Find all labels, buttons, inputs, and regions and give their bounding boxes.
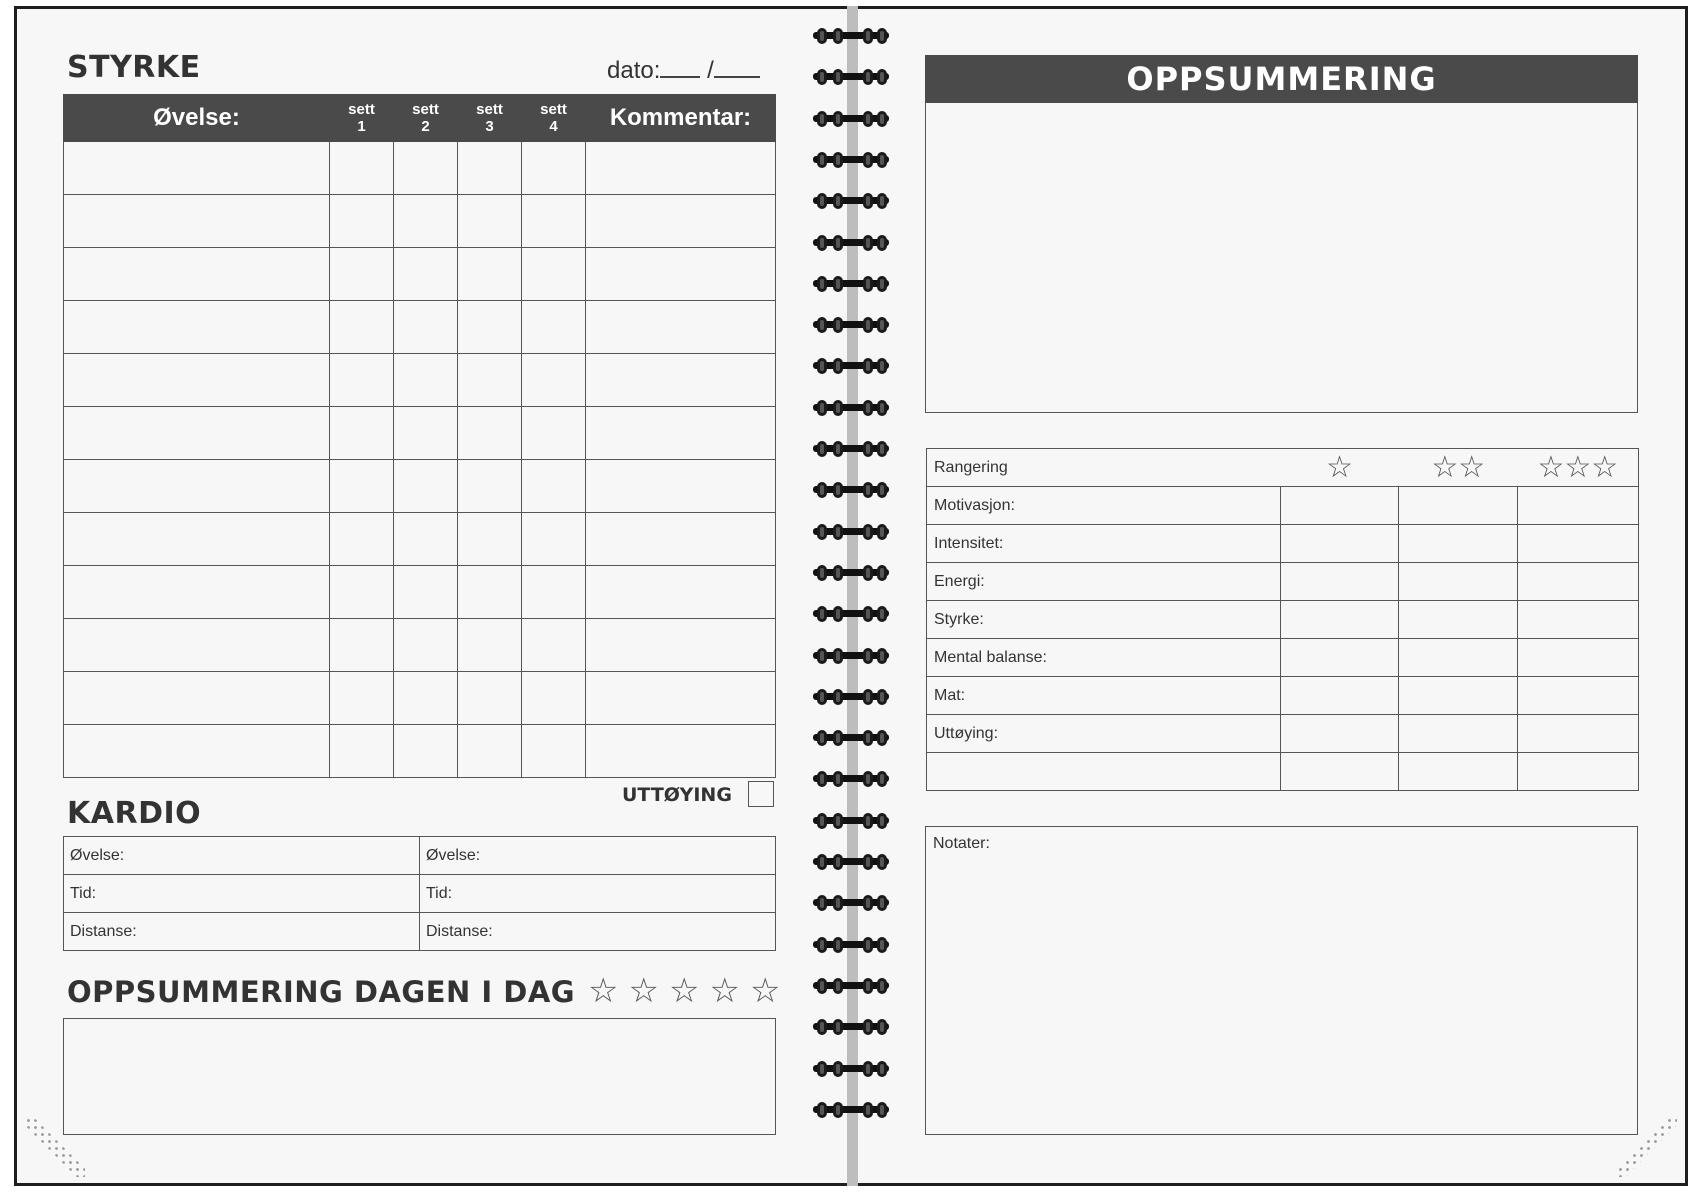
binding-ring bbox=[813, 565, 889, 579]
daily-summary-title: OPPSUMMERING DAGEN I DAG bbox=[67, 975, 576, 1009]
set-3-cell[interactable] bbox=[458, 407, 522, 460]
notes-box[interactable] bbox=[925, 826, 1638, 1135]
strength-row bbox=[64, 195, 776, 248]
set-3-cell[interactable] bbox=[458, 619, 522, 672]
set-header-1: sett 1 bbox=[330, 95, 394, 142]
set-1-cell[interactable] bbox=[330, 513, 394, 566]
rating-row-label: Intensitet: bbox=[927, 525, 1281, 563]
binding-spine bbox=[847, 6, 858, 1186]
set-2-cell[interactable] bbox=[394, 142, 458, 195]
rating-cell-2[interactable] bbox=[1399, 715, 1518, 753]
comment-cell[interactable] bbox=[586, 142, 776, 195]
rating-row-label bbox=[927, 753, 1281, 791]
star-icon: ☆ bbox=[1591, 451, 1619, 484]
strength-row bbox=[64, 725, 776, 778]
exercise-cell[interactable] bbox=[64, 460, 330, 513]
rating-cell-3[interactable] bbox=[1518, 715, 1639, 753]
binding-ring bbox=[813, 482, 889, 496]
binding-ring bbox=[813, 813, 889, 827]
set-4-cell[interactable] bbox=[522, 725, 586, 778]
set-1-cell[interactable] bbox=[330, 248, 394, 301]
comment-cell[interactable] bbox=[586, 248, 776, 301]
set-4-cell[interactable] bbox=[522, 301, 586, 354]
binding-ring bbox=[813, 276, 889, 290]
set-1-cell[interactable] bbox=[330, 301, 394, 354]
stretching-checkbox[interactable] bbox=[748, 781, 774, 807]
set-3-cell[interactable] bbox=[458, 672, 522, 725]
exercise-cell[interactable] bbox=[64, 672, 330, 725]
rating-cell-2[interactable] bbox=[1399, 639, 1518, 677]
rating-cell-3[interactable] bbox=[1518, 563, 1639, 601]
binding-ring bbox=[813, 1061, 889, 1075]
rating-row bbox=[927, 715, 1639, 753]
strength-row bbox=[64, 513, 776, 566]
summary-header: OPPSUMMERING bbox=[925, 55, 1638, 103]
binding-ring bbox=[813, 1019, 889, 1033]
comment-cell[interactable] bbox=[586, 460, 776, 513]
strength-row bbox=[64, 142, 776, 195]
exercise-cell[interactable] bbox=[64, 354, 330, 407]
strength-row bbox=[64, 407, 776, 460]
binding-ring bbox=[813, 69, 889, 83]
set-3-cell[interactable] bbox=[458, 195, 522, 248]
rating-cell-2[interactable] bbox=[1399, 601, 1518, 639]
set-4-cell[interactable] bbox=[522, 566, 586, 619]
set-3-cell[interactable] bbox=[458, 513, 522, 566]
star-icon: ☆ bbox=[1564, 451, 1592, 484]
set-4-cell[interactable] bbox=[522, 407, 586, 460]
comment-cell[interactable] bbox=[586, 672, 776, 725]
rating-cell-1[interactable] bbox=[1280, 563, 1399, 601]
rating-cell-1[interactable] bbox=[1280, 753, 1399, 791]
set-2-cell[interactable] bbox=[394, 513, 458, 566]
binding-ring bbox=[813, 193, 889, 207]
comment-cell[interactable] bbox=[586, 566, 776, 619]
star-icon[interactable]: ☆ bbox=[749, 972, 781, 1010]
binding-ring bbox=[813, 937, 889, 951]
rating-cell-2[interactable] bbox=[1399, 487, 1518, 525]
rating-cell-3[interactable] bbox=[1518, 677, 1639, 715]
comment-cell[interactable] bbox=[586, 725, 776, 778]
set-4-cell[interactable] bbox=[522, 672, 586, 725]
set-4-cell[interactable] bbox=[522, 354, 586, 407]
comment-header: Kommentar: bbox=[586, 95, 776, 142]
set-1-cell[interactable] bbox=[330, 725, 394, 778]
set-header-3: sett 3 bbox=[458, 95, 522, 142]
strength-row bbox=[64, 301, 776, 354]
binding-ring bbox=[813, 1102, 889, 1116]
rating-row-label: Motivasjon: bbox=[927, 487, 1281, 525]
rating-row bbox=[927, 753, 1639, 791]
daily-summary-box[interactable] bbox=[63, 1018, 776, 1135]
binding-ring bbox=[813, 111, 889, 125]
cardio-distance-field-b[interactable]: Distanse: bbox=[420, 913, 776, 951]
set-2-cell[interactable] bbox=[394, 407, 458, 460]
set-2-cell[interactable] bbox=[394, 566, 458, 619]
star-icon[interactable]: ☆ bbox=[588, 972, 619, 1010]
star-icon: ☆ bbox=[1431, 451, 1459, 484]
rating-cell-2[interactable] bbox=[1399, 677, 1518, 715]
set-2-cell[interactable] bbox=[394, 672, 458, 725]
exercise-cell[interactable] bbox=[64, 619, 330, 672]
rating-header-row bbox=[927, 449, 1639, 487]
star-icon: ☆ bbox=[1326, 451, 1353, 484]
rating-cell-2[interactable] bbox=[1399, 563, 1518, 601]
exercise-cell[interactable] bbox=[64, 566, 330, 619]
set-2-cell[interactable] bbox=[394, 619, 458, 672]
set-header-4: sett 4 bbox=[522, 95, 586, 142]
rating-cell-3[interactable] bbox=[1518, 639, 1639, 677]
strength-row bbox=[64, 619, 776, 672]
date-separator: / bbox=[707, 57, 714, 84]
exercise-cell[interactable] bbox=[64, 248, 330, 301]
set-1-cell[interactable] bbox=[330, 672, 394, 725]
set-1-cell[interactable] bbox=[330, 619, 394, 672]
set-4-cell[interactable] bbox=[522, 513, 586, 566]
set-3-cell[interactable] bbox=[458, 301, 522, 354]
rating-row bbox=[927, 601, 1639, 639]
rating-col-3-stars bbox=[1518, 449, 1639, 487]
star-icon[interactable]: ☆ bbox=[628, 972, 659, 1010]
set-header-2: sett 2 bbox=[394, 95, 458, 142]
comment-cell[interactable] bbox=[586, 619, 776, 672]
set-1-cell[interactable] bbox=[330, 354, 394, 407]
set-3-cell[interactable] bbox=[458, 142, 522, 195]
exercise-cell[interactable] bbox=[64, 407, 330, 460]
strength-row bbox=[64, 460, 776, 513]
binding-ring bbox=[813, 524, 889, 538]
set-3-cell[interactable] bbox=[458, 460, 522, 513]
rating-cell-1[interactable] bbox=[1280, 525, 1399, 563]
rating-cell-1[interactable] bbox=[1280, 677, 1399, 715]
binding-ring bbox=[813, 895, 889, 909]
strength-row bbox=[64, 566, 776, 619]
rating-cell-3[interactable] bbox=[1518, 487, 1639, 525]
date-label: dato: bbox=[607, 57, 661, 84]
rating-cell-2[interactable] bbox=[1399, 525, 1518, 563]
binding-ring bbox=[813, 606, 889, 620]
cardio-time-field-b[interactable]: Tid: bbox=[420, 875, 776, 913]
styrke-title: STYRKE bbox=[67, 50, 201, 85]
set-1-cell[interactable] bbox=[330, 407, 394, 460]
binding-ring bbox=[813, 854, 889, 868]
set-2-cell[interactable] bbox=[394, 195, 458, 248]
comment-cell[interactable] bbox=[586, 195, 776, 248]
date-line-month[interactable] bbox=[714, 56, 760, 78]
rating-cell-1[interactable] bbox=[1280, 601, 1399, 639]
notes-label: Notater: bbox=[933, 835, 990, 852]
comment-cell[interactable] bbox=[586, 407, 776, 460]
set-1-cell[interactable] bbox=[330, 460, 394, 513]
star-icon: ☆ bbox=[1458, 451, 1486, 484]
rating-table bbox=[926, 448, 1639, 791]
binding-ring bbox=[813, 978, 889, 992]
rating-label: Rangering bbox=[927, 449, 1281, 487]
exercise-header: Øvelse: bbox=[64, 95, 330, 142]
cardio-distance-field-a[interactable]: Distanse: bbox=[64, 913, 420, 951]
binding-ring bbox=[813, 317, 889, 331]
rating-row-label: Energi: bbox=[927, 563, 1281, 601]
set-3-cell[interactable] bbox=[458, 725, 522, 778]
rating-row-label: Styrke: bbox=[927, 601, 1281, 639]
cardio-exercise-field-a[interactable]: Øvelse: bbox=[64, 837, 420, 875]
strength-row bbox=[64, 354, 776, 407]
rating-row bbox=[927, 677, 1639, 715]
set-3-cell[interactable] bbox=[458, 354, 522, 407]
set-2-cell[interactable] bbox=[394, 460, 458, 513]
exercise-cell[interactable] bbox=[64, 301, 330, 354]
star-icon: ☆ bbox=[1537, 451, 1565, 484]
cardio-table bbox=[63, 836, 776, 951]
rating-row bbox=[927, 525, 1639, 563]
rating-cell-3[interactable] bbox=[1518, 753, 1639, 791]
exercise-cell[interactable] bbox=[64, 195, 330, 248]
star-icon[interactable]: ☆ bbox=[709, 972, 740, 1010]
date-line-day[interactable] bbox=[660, 56, 700, 78]
set-2-cell[interactable] bbox=[394, 248, 458, 301]
set-2-cell[interactable] bbox=[394, 301, 458, 354]
strength-row bbox=[64, 248, 776, 301]
strength-row bbox=[64, 672, 776, 725]
binding-ring bbox=[813, 28, 889, 42]
rating-row bbox=[927, 563, 1639, 601]
rating-cell-1[interactable] bbox=[1280, 487, 1399, 525]
rating-cell-3[interactable] bbox=[1518, 525, 1639, 563]
comment-cell[interactable] bbox=[586, 354, 776, 407]
comment-cell[interactable] bbox=[586, 301, 776, 354]
rating-cell-1[interactable] bbox=[1280, 639, 1399, 677]
set-4-cell[interactable] bbox=[522, 142, 586, 195]
set-2-cell[interactable] bbox=[394, 725, 458, 778]
date-field[interactable] bbox=[607, 56, 760, 85]
binding-ring bbox=[813, 152, 889, 166]
rating-cell-1[interactable] bbox=[1280, 715, 1399, 753]
strength-header-row bbox=[64, 95, 776, 142]
strength-table bbox=[63, 94, 776, 778]
exercise-cell[interactable] bbox=[64, 725, 330, 778]
binding-ring bbox=[813, 689, 889, 703]
set-1-cell[interactable] bbox=[330, 195, 394, 248]
rating-row bbox=[927, 639, 1639, 677]
set-4-cell[interactable] bbox=[522, 619, 586, 672]
daily-rating-stars bbox=[588, 974, 780, 1008]
binding-ring bbox=[813, 730, 889, 744]
cardio-row bbox=[64, 875, 776, 913]
set-3-cell[interactable] bbox=[458, 566, 522, 619]
summary-writing-box[interactable] bbox=[925, 103, 1638, 413]
set-3-cell[interactable] bbox=[458, 248, 522, 301]
binding-ring bbox=[813, 441, 889, 455]
rating-col-2-stars bbox=[1399, 449, 1518, 487]
binding-ring bbox=[813, 648, 889, 662]
set-1-cell[interactable] bbox=[330, 142, 394, 195]
set-2-cell[interactable] bbox=[394, 354, 458, 407]
stretching-label: UTTØYING bbox=[622, 784, 732, 806]
comment-cell[interactable] bbox=[586, 513, 776, 566]
set-1-cell[interactable] bbox=[330, 566, 394, 619]
star-icon[interactable]: ☆ bbox=[668, 972, 700, 1010]
rating-cell-3[interactable] bbox=[1518, 601, 1639, 639]
cardio-time-field-a[interactable]: Tid: bbox=[64, 875, 420, 913]
binding-ring bbox=[813, 771, 889, 785]
rating-cell-2[interactable] bbox=[1399, 753, 1518, 791]
set-4-cell[interactable] bbox=[522, 460, 586, 513]
exercise-cell[interactable] bbox=[64, 142, 330, 195]
binding-ring bbox=[813, 358, 889, 372]
rating-row-label: Mat: bbox=[927, 677, 1281, 715]
rating-col-1-stars bbox=[1280, 449, 1399, 487]
kardio-title: KARDIO bbox=[67, 796, 202, 831]
rating-row-label: Mental balanse: bbox=[927, 639, 1281, 677]
set-4-cell[interactable] bbox=[522, 195, 586, 248]
rating-row bbox=[927, 487, 1639, 525]
cardio-exercise-field-b[interactable]: Øvelse: bbox=[420, 837, 776, 875]
cardio-row bbox=[64, 913, 776, 951]
exercise-cell[interactable] bbox=[64, 513, 330, 566]
binding-ring bbox=[813, 235, 889, 249]
binding-ring bbox=[813, 400, 889, 414]
cardio-row bbox=[64, 837, 776, 875]
set-4-cell[interactable] bbox=[522, 248, 586, 301]
rating-row-label: Uttøying: bbox=[927, 715, 1281, 753]
